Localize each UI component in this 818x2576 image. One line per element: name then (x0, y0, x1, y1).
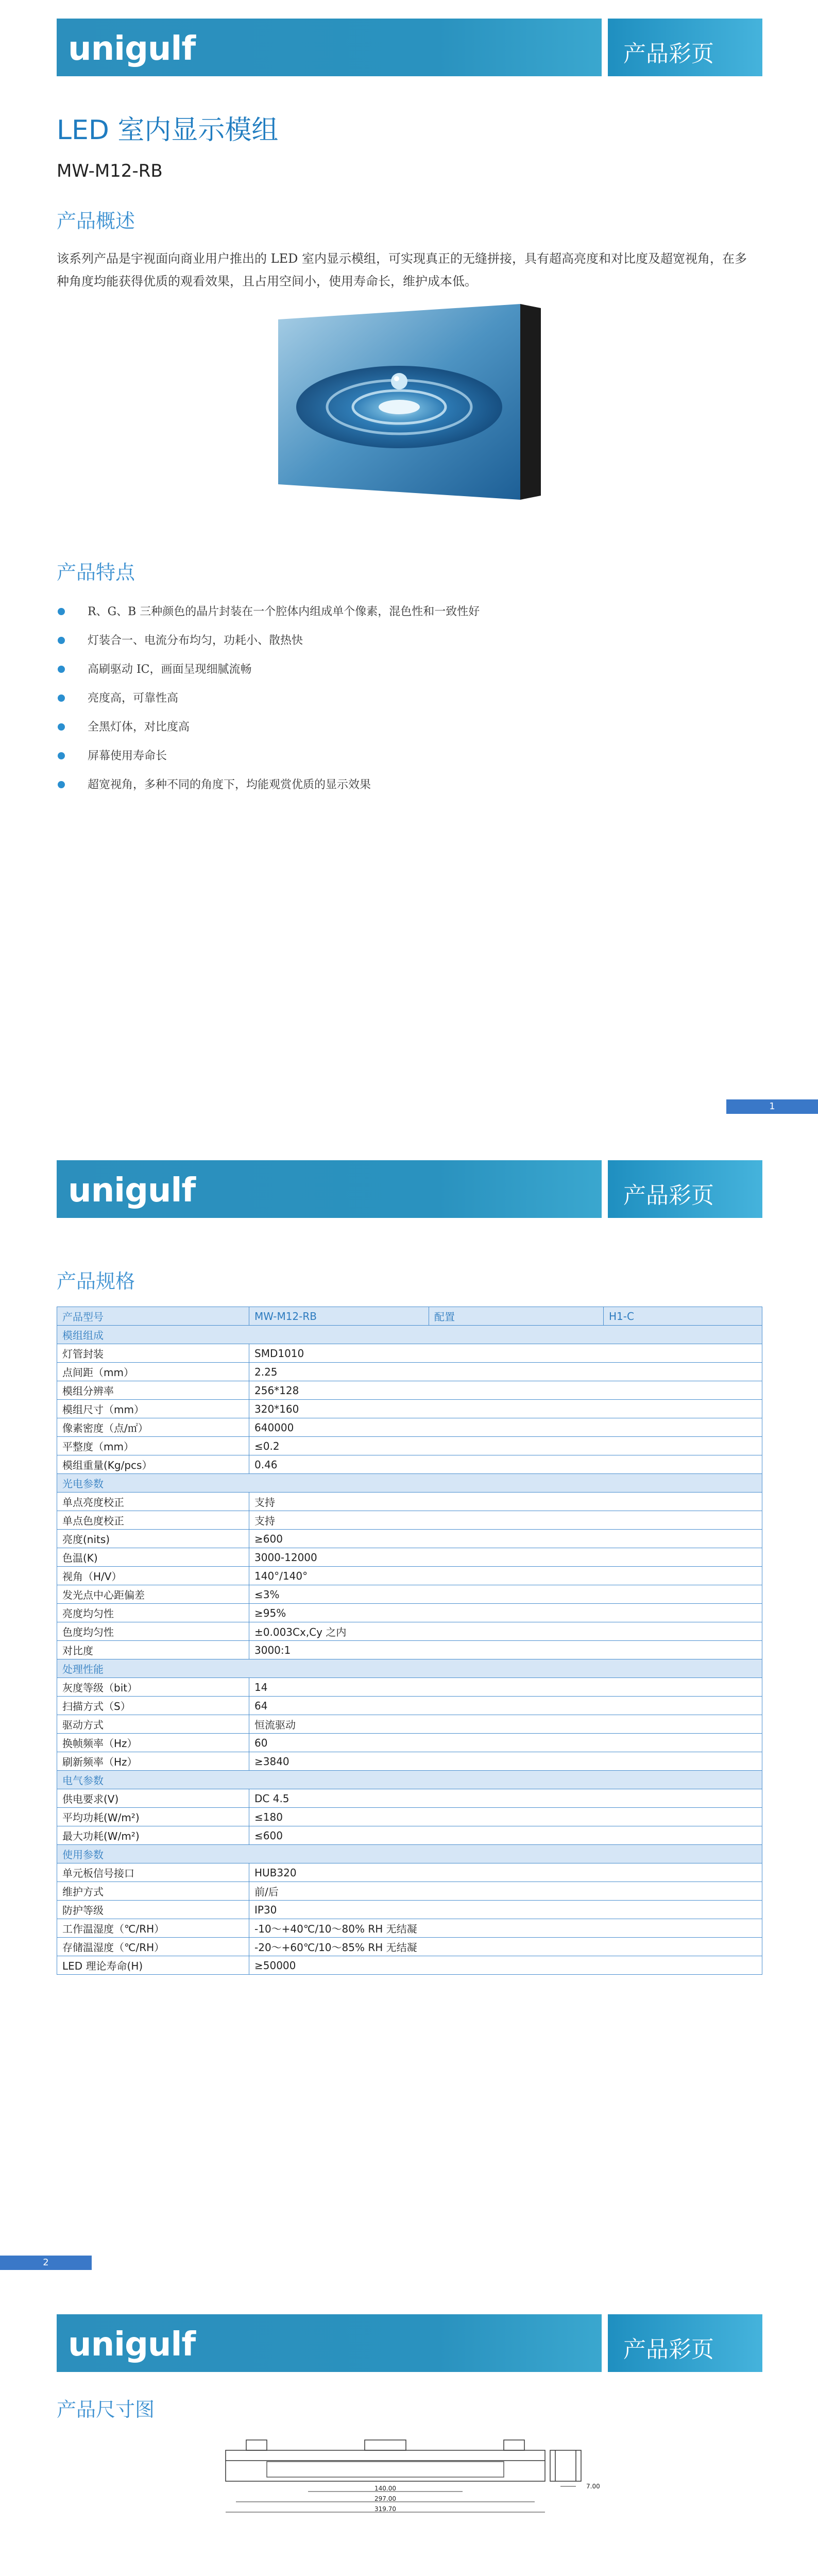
table-row: 对比度 3000:1 (57, 1641, 762, 1659)
page-1 (0, 0, 818, 1142)
table-row: 模组尺寸（mm） 320*160 (57, 1400, 762, 1418)
dim-297: 297.00 (374, 2495, 396, 2502)
bullet-icon (58, 694, 65, 702)
bullet-icon (58, 637, 65, 644)
bullet-icon (58, 608, 65, 615)
table-group-row: 模组组成 (57, 1326, 762, 1344)
category-label: 产品彩页 (623, 2336, 714, 2363)
table-row: 扫描方式（S） 64 (57, 1697, 762, 1715)
brand-banner (57, 19, 762, 76)
brand-logo: unigulf (68, 30, 196, 68)
bullet-icon (58, 752, 65, 759)
table-row: 灰度等级（bit） 14 (57, 1678, 762, 1697)
table-row: LED 理论寿命(H) ≥50000 (57, 1956, 762, 1975)
list-item: 全黑灯体，对比度高 (57, 713, 480, 742)
table-row: 模组重量(Kg/pcs） 0.46 (57, 1455, 762, 1474)
table-row: 色温(K) 3000-12000 (57, 1548, 762, 1567)
table-row: 驱动方式 恒流驱动 (57, 1715, 762, 1734)
bullet-icon (58, 781, 65, 788)
table-group-row: 电气参数 (57, 1771, 762, 1789)
brand-logo: unigulf (68, 2326, 196, 2364)
table-row: 供电要求(V) DC 4.5 (57, 1789, 762, 1808)
product-image (278, 304, 541, 500)
table-row: 换帧频率（Hz） 60 (57, 1734, 762, 1752)
table-row: 亮度(nits) ≥600 (57, 1530, 762, 1548)
overview-heading: 产品概述 (57, 210, 135, 232)
table-row: 平均功耗(W/m²) ≤180 (57, 1808, 762, 1826)
dim-140: 140.00 (374, 2485, 396, 2492)
table-row: 单点色度校正 支持 (57, 1511, 762, 1530)
list-item: 灯装合一、电流分布均匀，功耗小、散热快 (57, 626, 480, 655)
table-row: 刷新频率（Hz） ≥3840 (57, 1752, 762, 1771)
brand-banner (57, 1160, 762, 1218)
dim-319: 319.70 (374, 2505, 396, 2513)
spec-heading: 产品规格 (57, 1270, 135, 1293)
list-item: 高刷驱动 IC，画面呈现细腻流畅 (57, 655, 480, 684)
features-heading: 产品特点 (57, 561, 135, 584)
dimension-drawing (123, 2419, 720, 2576)
page-3 (0, 2296, 818, 2576)
spec-table (57, 1307, 762, 1975)
table-group-row: 处理性能 (57, 1659, 762, 1678)
table-row: 像素密度（点/㎡） 640000 (57, 1418, 762, 1437)
list-item: 超宽视角，多种不同的角度下，均能观赏优质的显示效果 (57, 771, 480, 800)
table-row: 工作温湿度（℃/RH） -10～+40℃/10～80% RH 无结凝 (57, 1919, 762, 1938)
page-number: 2 (0, 2256, 92, 2270)
water-drop-image (278, 304, 541, 500)
dim-7: 7.00 (586, 2483, 600, 2490)
table-group-row: 使用参数 (57, 1845, 762, 1863)
table-row: 单元板信号接口 HUB320 (57, 1863, 762, 1882)
features-list (57, 598, 480, 800)
table-row: 单点亮度校正 支持 (57, 1493, 762, 1511)
model-label: MW-M12-RB (57, 161, 163, 181)
table-header: 产品型号 MW-M12-RB 配置 H1-C (57, 1307, 762, 1326)
table-row: 灯管封装 SMD1010 (57, 1344, 762, 1363)
brand-banner (57, 2314, 762, 2372)
dim-heading: 产品尺寸图 (57, 2398, 155, 2421)
table-row: 色度均匀性 ±0.003Cx,Cy 之内 (57, 1622, 762, 1641)
bullet-icon (58, 723, 65, 731)
list-item: 屏幕使用寿命长 (57, 742, 480, 771)
category-label: 产品彩页 (623, 1182, 714, 1209)
table-row: 点间距（mm） 2.25 (57, 1363, 762, 1381)
dimension-drawing-svg (123, 2419, 720, 2576)
table-row: 维护方式 前/后 (57, 1882, 762, 1901)
table-row: 防护等级 IP30 (57, 1901, 762, 1919)
bullet-icon (58, 666, 65, 673)
table-row: 存储温湿度（℃/RH） -20～+60℃/10～85% RH 无结凝 (57, 1938, 762, 1956)
table-row: 平整度（mm） ≤0.2 (57, 1437, 762, 1455)
brand-logo: unigulf (68, 1172, 196, 1210)
table-row: 最大功耗(W/m²) ≤600 (57, 1826, 762, 1845)
table-row: 模组分辨率 256*128 (57, 1381, 762, 1400)
table-row: 亮度均匀性 ≥95% (57, 1604, 762, 1622)
page-2 (0, 1142, 818, 2296)
page-title: LED 室内显示模组 (57, 115, 279, 146)
page-number: 1 (726, 1099, 818, 1114)
list-item: R、G、B 三种颜色的晶片封装在一个腔体内组成单个像素，混色性和一致性好 (57, 598, 480, 626)
table-row: 发光点中心距偏差 ≤3% (57, 1585, 762, 1604)
overview-text: 该系列产品是宇视面向商业用户推出的 LED 室内显示模组，可实现真正的无缝拼接，具有超高亮度和对比度及超宽视角，在多种角度均能获得优质的观看效果，且占用空间小，使用寿命长，维护成本低。 (57, 251, 747, 289)
category-label: 产品彩页 (623, 41, 714, 67)
table-row: 视角（H/V） 140°/140° (57, 1567, 762, 1585)
table-group-row: 光电参数 (57, 1474, 762, 1493)
list-item: 亮度高，可靠性高 (57, 684, 480, 713)
